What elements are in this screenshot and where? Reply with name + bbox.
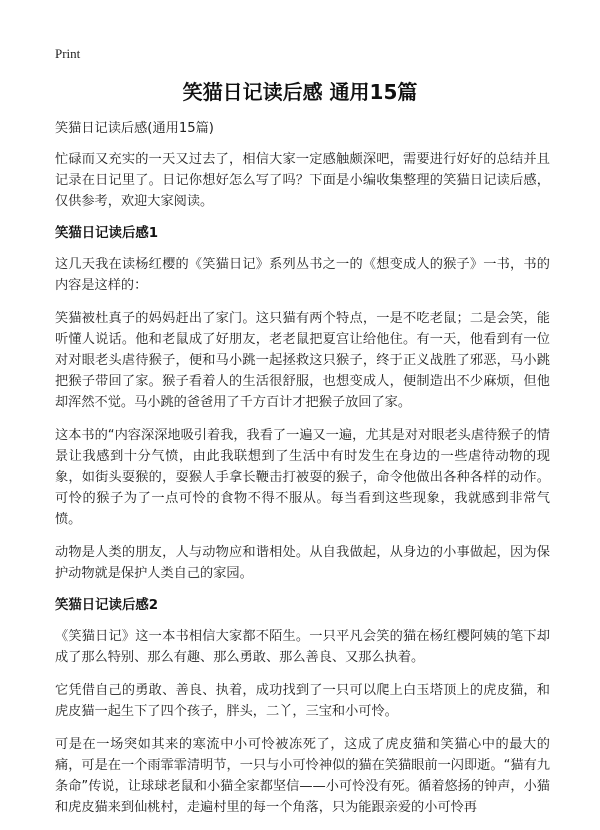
paragraph: 动物是人类的朋友，人与动物应和谐相处。从自我做起，从身边的小事做起，因为保护动物就是保护人类自己的家园。 <box>55 545 550 581</box>
section-heading: 笑猫日记读后感1 <box>55 226 159 241</box>
paragraph: 《笑猫日记》这一本书相信大家都不陌生。一只平凡会笑的猫在杨红樱阿姨的笔下却成了那么特别、那么有趣、那么勇敢、那么善良、又那么执着。 <box>55 629 550 665</box>
paragraph: 可是在一场突如其来的寒流中小可怜被冻死了，这成了虎皮猫和笑猫心中的最大的痛，可是在一个雨霏霏清明节，一只与小可怜神似的猫在笑猫眼前一闪即逝。“猫有九条命”传说，让球球老鼠和小猫全家都坚信——小可怜没有死。循着悠扬的钟声，小猫和虎皮猫来到仙桃村，走遍村里的每一个角落，只为能跟亲爱的小可怜再 <box>55 737 550 815</box>
paragraph: 它凭借自己的勇敢、善良、执着，成功找到了一只可以爬上白玉塔顶上的虎皮猫，和虎皮猫一起生下了四个孩子，胖头，二丫，三宝和小可怜。 <box>55 683 550 719</box>
paragraph: 这几天我在读杨红樱的《笑猫日记》系列丛书之一的《想变成人的猴子》一书，书的内容是这样的： <box>55 257 550 293</box>
print-link[interactable]: Print <box>55 46 81 61</box>
article-subtitle: 笑猫日记读后感(通用15篇) <box>55 121 214 136</box>
paragraph: 笑猫被杜真子的妈妈赶出了家门。这只猫有两个特点，一是不吃老鼠；二是会笑，能听懂人说话。他和老鼠成了好朋友，老老鼠把夏宫让给他住。有一天，他看到有一位对对眼老头虐待猴子，便和马小跳一起拯救这只猴子，终于正义战胜了邪恶，马小跳把猴子带回了家。猴子看着人的生活很舒服，也想变成人，便制造出不少麻烦，但他却浑然不觉。马小跳的爸爸用了千方百计才把猴子放回了家。 <box>55 311 550 410</box>
page-title: 笑猫日记读后感 通用15篇 <box>182 80 418 104</box>
paragraph: 这本书的“内容深深地吸引着我，我看了一遍又一遍，尤其是对对眼老头虐待猴子的情景让我感到十分气愤，由此我联想到了生活中有时发生在身边的一些虐待动物的现象，如街头耍猴的，耍猴人手拿长鞭击打被耍的猴子，命令他做出各种各样的动作。可怜的猴子为了一点可怜的食物不得不服从。每当看到这些现象，我就感到非常气愤。 <box>55 428 550 527</box>
article-body <box>55 118 550 830</box>
intro-paragraph: 忙碌而又充实的一天又过去了，相信大家一定感触颇深吧，需要进行好好的总结并且记录在日记里了。日记你想好怎么写了吗？下面是小编收集整理的笑猫日记读后感，仅供参考，欢迎大家阅读。 <box>55 152 550 209</box>
section-heading: 笑猫日记读后感2 <box>55 598 159 613</box>
